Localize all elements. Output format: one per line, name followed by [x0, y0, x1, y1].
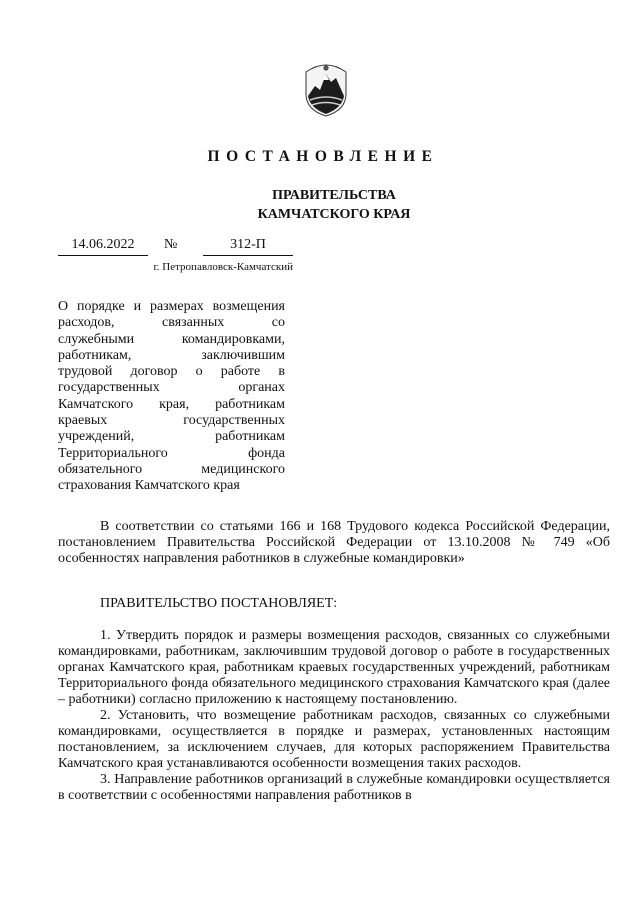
title-line: трудовой договор о работе в — [58, 364, 285, 380]
title-line: краевых государственных — [58, 413, 285, 429]
resolution-statement: ПРАВИТЕЛЬСТВО ПОСТАНОВЛЯЕТ: — [100, 596, 338, 611]
resolution-item-3: 3. Направление работников организаций в служебные командировки осуществляется в соответствии с особенностями направления работников в — [58, 772, 610, 803]
title-line: работникам, заключившим — [58, 347, 285, 363]
title-line: государственных органах — [58, 380, 285, 396]
title-line: обязательного медицинского — [58, 461, 285, 477]
title-line: расходов, связанных со — [58, 315, 285, 331]
resolution-item-1: 1. Утвердить порядок и размеры возмещения расходов, связанных со служебными командировками, работникам, заключившим трудовой договор о работе в государственных органах Камчатского края, работникам краевых государственных учреждений, работникам Территориального фонда обязательного медицинского страхования Камчатского края (далее – работники) согласно приложению к настоящему постановлению. — [58, 628, 610, 707]
document-date: 14.06.2022 — [58, 237, 148, 256]
resolution-section — [58, 596, 610, 612]
document-details — [58, 237, 293, 277]
preamble-section — [58, 519, 610, 567]
number-sign: № — [164, 237, 178, 252]
title-line: учреждений, работникам — [58, 429, 285, 445]
title-line: Камчатского края, работникам — [58, 396, 285, 412]
resolution-items — [58, 628, 610, 804]
issue-city: г. Петропавловск-Камчатский — [153, 261, 293, 273]
document-type-heading: ПОСТАНОВЛЕНИЕ — [207, 148, 439, 165]
coat-of-arms-emblem — [300, 58, 352, 118]
issuer-heading — [0, 186, 640, 224]
issuer-line-1: ПРАВИТЕЛЬСТВА — [272, 188, 396, 203]
resolution-item-2: 2. Установить, что возмещение работникам расходов, связанных со служебными командировками, осуществляется в порядке и размерах, установленных настоящим постановлением, за исключением случаев, для которых распоряжением Правительства Камчатского края устанавливаются особенности возмещения таких расходов. — [58, 708, 610, 771]
title-line: О порядке и размерах возмещения — [58, 299, 285, 314]
document-title — [58, 299, 285, 495]
title-line: служебными командировками, — [58, 331, 285, 347]
issuer-line-2: КАМЧАТСКОГО КРАЯ — [257, 207, 411, 222]
title-line: Территориального фонда — [58, 445, 285, 461]
document-number: 312-П — [203, 237, 293, 256]
preamble-paragraph: В соответствии со статьями 166 и 168 Трудового кодекса Российской Федерации, постановлением Правительства Российской Федерации от 13.10.2008 № 749 «Об особенностях направления работников в служебные командировки» — [58, 519, 610, 566]
title-line: страхования Камчатского края — [58, 478, 240, 494]
